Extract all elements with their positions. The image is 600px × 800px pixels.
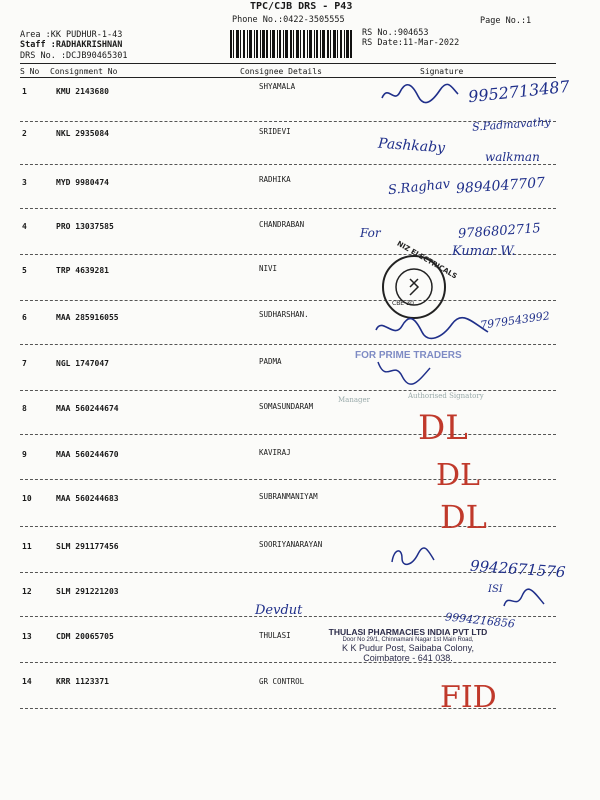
staff-label: Staff :RADHAKRISHNAN <box>20 40 123 50</box>
row-divider <box>20 390 556 391</box>
row-divider <box>20 434 556 435</box>
row-sno: 7 <box>22 359 27 368</box>
row-consignee: NIVI <box>259 264 278 273</box>
handwritten-name: Pashkaby <box>377 135 446 157</box>
row-consignee: CHANDRABAN <box>259 220 305 229</box>
row-consignee: SUDHARSHAN. <box>259 310 309 319</box>
row-consignment: KMU 2143680 <box>56 87 109 96</box>
handwritten-dl-mark: DL <box>440 498 487 536</box>
area-label: Area :KK PUDHUR-1-43 <box>20 30 123 40</box>
company-name: THULASI PHARMACIES INDIA PVT LTD <box>328 627 488 637</box>
row-sno: 6 <box>22 313 27 322</box>
row-consignee: PADMA <box>259 357 282 366</box>
row-sno: 11 <box>22 542 32 551</box>
handwritten-name: S.Raghav <box>387 176 451 199</box>
handwritten-phone: 7979543992 <box>479 309 551 332</box>
signature-scribble-icon <box>388 544 436 570</box>
company-address: K K Pudur Post, Saibaba Colony, <box>342 643 474 653</box>
rs-date: RS Date:11-Mar-2022 <box>362 38 460 48</box>
row-consignment: MAA 560244670 <box>56 450 119 459</box>
col-consignment: Consignment No <box>50 67 118 76</box>
handwritten-name: S.Padmavathy <box>471 115 551 134</box>
row-consignee: SOMASUNDARAM <box>259 402 314 411</box>
row-consignment: NKL 2935084 <box>56 129 109 138</box>
header-rule <box>20 77 556 78</box>
company-address: Coimbatore - 641 038. <box>363 653 453 663</box>
row-sno: 8 <box>22 404 27 413</box>
row-consignment: CDM 20065705 <box>56 632 114 641</box>
page-number: Page No.:1 <box>480 16 532 26</box>
handwritten-dl-mark: DL <box>418 408 468 448</box>
handwritten-phone: 9952713487 <box>467 76 571 107</box>
signature-scribble-icon <box>500 588 548 614</box>
row-sno: 10 <box>22 494 32 503</box>
row-consignee: RADHIKA <box>259 175 291 184</box>
row-consignment: TRP 4639281 <box>56 266 109 275</box>
handwritten-phone: 9786802715 <box>457 221 542 242</box>
handwritten-note: ISI <box>488 584 503 595</box>
company-stamp <box>318 627 498 663</box>
drs-number: DRS No. :DCJB90465301 <box>20 51 128 61</box>
col-signature: Signature <box>420 67 464 76</box>
row-consignment: MAA 560244683 <box>56 494 119 503</box>
row-consignment: SLM 291221203 <box>56 587 119 596</box>
row-sno: 14 <box>22 677 32 686</box>
row-sno: 4 <box>22 222 27 231</box>
handwritten-phone: 9942671576 <box>469 556 566 582</box>
row-sno: 12 <box>22 587 32 596</box>
stamp-text-faded: Authorised Signatory <box>408 392 484 400</box>
handwritten-name: Kumar W. <box>452 244 516 259</box>
row-sno: 2 <box>22 129 27 138</box>
row-consignment: MAA 285916055 <box>56 313 119 322</box>
round-stamp-text: NIZ ELECTRICALS <box>395 239 459 281</box>
handwritten-name: Devdut <box>255 603 303 618</box>
row-consignee: SHYAMALA <box>259 82 296 91</box>
rs-number: RS No.:904653 <box>362 28 429 38</box>
handwritten-note: walkman <box>485 150 540 164</box>
handwritten-phone: 9994216856 <box>444 610 516 631</box>
col-sno: S No <box>20 67 40 76</box>
row-sno: 3 <box>22 178 27 187</box>
col-consignee: Consignee Details <box>240 67 322 76</box>
row-consignment: MYD 9980474 <box>56 178 109 187</box>
row-sno: 9 <box>22 450 27 459</box>
signature-scribble-icon <box>380 82 460 106</box>
row-divider <box>20 208 556 209</box>
row-consignment: MAA 560244674 <box>56 404 119 413</box>
row-consignment: NGL 1747047 <box>56 359 109 368</box>
handwritten-dl-mark: DL <box>436 458 480 493</box>
row-consignee: SOORIYANARAYAN <box>259 540 323 549</box>
company-address: Door No 29/1, Chinnamani Nagar 1st Main Road, <box>342 637 474 643</box>
phone-number: Phone No.:0422-3505555 <box>232 15 345 25</box>
stamp-text-faded: Manager <box>338 396 370 404</box>
round-stamp-text: CBE-30 <box>392 300 414 307</box>
row-consignment: PRO 13037585 <box>56 222 114 231</box>
row-consignment: KRR 1123371 <box>56 677 109 686</box>
row-consignee: SRIDEVI <box>259 127 291 136</box>
row-consignee: SUBRANMANIYAM <box>259 492 318 501</box>
signature-scribble-icon <box>374 356 434 386</box>
header-rule <box>20 63 556 64</box>
row-sno: 13 <box>22 632 32 641</box>
sheet-title: TPC/CJB DRS - P43 <box>250 1 353 12</box>
handwritten-fd-mark: FID <box>440 680 497 715</box>
signature-scribble-icon <box>372 310 492 346</box>
row-divider <box>20 300 556 301</box>
barcode-icon <box>230 30 352 58</box>
row-sno: 5 <box>22 266 27 275</box>
row-consignee: GR CONTROL <box>259 677 305 686</box>
row-divider <box>20 164 556 165</box>
handwritten-note: For <box>360 226 381 240</box>
stamp-text-faded: FOR PRIME TRADERS <box>355 350 462 361</box>
row-sno: 1 <box>22 87 27 96</box>
row-consignee: KAVIRAJ <box>259 448 291 457</box>
row-consignment: SLM 291177456 <box>56 542 119 551</box>
row-consignee: THULASI <box>259 631 291 640</box>
handwritten-phone: 9894047707 <box>455 174 546 198</box>
